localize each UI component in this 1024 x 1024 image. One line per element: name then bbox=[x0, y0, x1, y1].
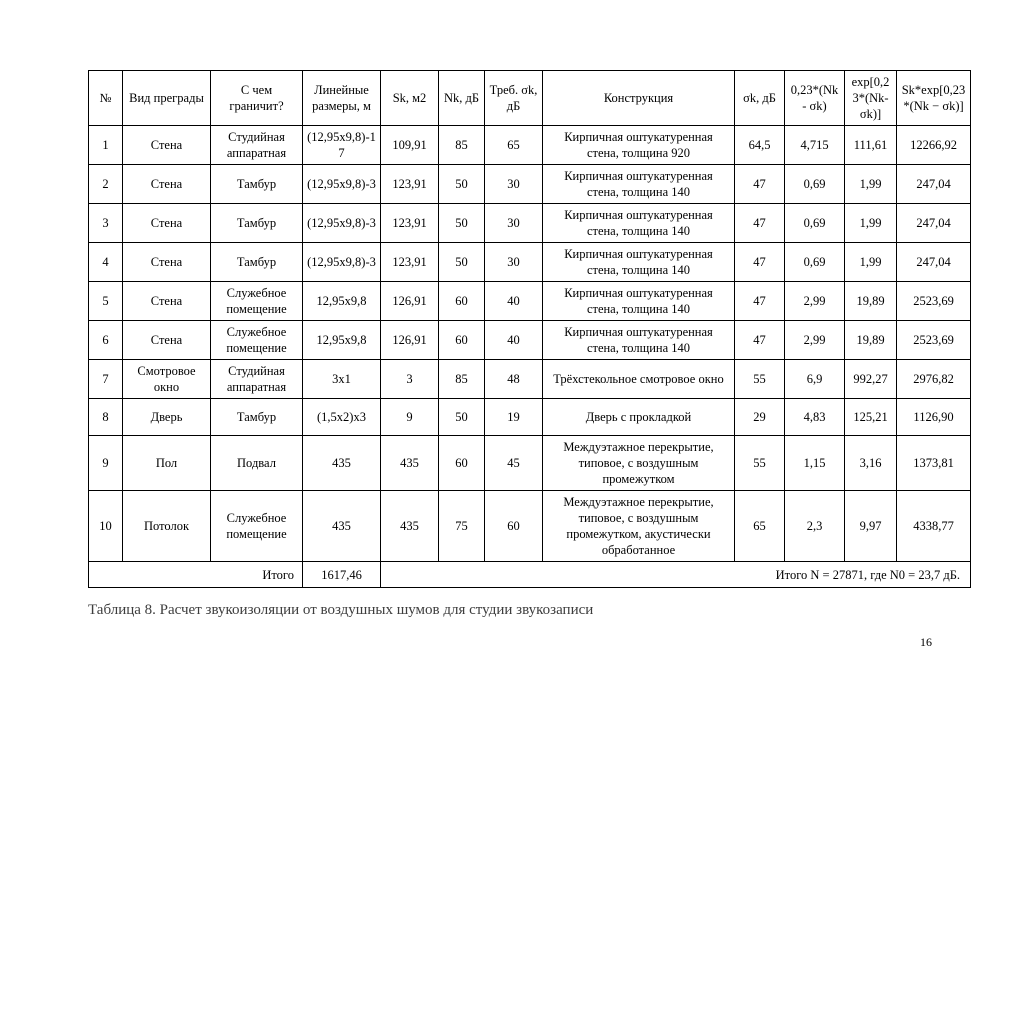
table-cell: 6 bbox=[89, 321, 123, 360]
table-cell: Кирпичная оштукатуренная стена, толщина 140 bbox=[543, 321, 735, 360]
footer-n-total: Итого N = 27871, где N0 = 23,7 дБ. bbox=[381, 562, 971, 588]
table-row bbox=[89, 321, 971, 360]
table-cell: 9 bbox=[89, 436, 123, 491]
table-row bbox=[89, 491, 971, 562]
table-cell: 40 bbox=[485, 321, 543, 360]
table-cell: 435 bbox=[303, 436, 381, 491]
table-row bbox=[89, 399, 971, 436]
table-cell: 47 bbox=[735, 282, 785, 321]
table-cell: 992,27 bbox=[845, 360, 897, 399]
table-cell: 12266,92 bbox=[897, 126, 971, 165]
header-cell-dimensions: Линейные размеры, м bbox=[303, 71, 381, 126]
table-cell: 435 bbox=[381, 491, 439, 562]
table-body bbox=[89, 126, 971, 562]
page-number: 16 bbox=[920, 635, 932, 649]
table-cell: 50 bbox=[439, 204, 485, 243]
table-cell: Смотровое окно bbox=[123, 360, 211, 399]
table-cell: Междуэтажное перекрытие, типовое, с воздушным промежутком, акустически обработанное bbox=[543, 491, 735, 562]
table-cell: 126,91 bbox=[381, 321, 439, 360]
table-cell: 2,99 bbox=[785, 321, 845, 360]
table-cell: 3 bbox=[89, 204, 123, 243]
table-cell: 1,99 bbox=[845, 243, 897, 282]
table-cell: 55 bbox=[735, 436, 785, 491]
table-cell: Кирпичная оштукатуренная стена, толщина 140 bbox=[543, 243, 735, 282]
table-cell: 55 bbox=[735, 360, 785, 399]
table-cell: Стена bbox=[123, 165, 211, 204]
table-cell: 3,16 bbox=[845, 436, 897, 491]
table-cell: 75 bbox=[439, 491, 485, 562]
header-cell-adjacent: С чем граничит? bbox=[211, 71, 303, 126]
table-cell: 47 bbox=[735, 204, 785, 243]
table-cell: 2,3 bbox=[785, 491, 845, 562]
table-cell: 247,04 bbox=[897, 165, 971, 204]
table-cell: 47 bbox=[735, 321, 785, 360]
table-cell: 6,9 bbox=[785, 360, 845, 399]
table-row bbox=[89, 436, 971, 491]
table-cell: 1,99 bbox=[845, 165, 897, 204]
table-cell: Студийная аппаратная bbox=[211, 126, 303, 165]
table-cell: 4 bbox=[89, 243, 123, 282]
table-cell: (1,5х2)х3 bbox=[303, 399, 381, 436]
table-cell: 60 bbox=[439, 436, 485, 491]
table-cell: 1,15 bbox=[785, 436, 845, 491]
table-cell: 19 bbox=[485, 399, 543, 436]
table-caption: Таблица 8. Расчет звукоизоляции от воздушных шумов для студии звукозаписи bbox=[88, 602, 594, 618]
table-cell: 65 bbox=[485, 126, 543, 165]
table-cell: 123,91 bbox=[381, 165, 439, 204]
table-cell: 111,61 bbox=[845, 126, 897, 165]
table-cell: (12,95х9,8)-3 bbox=[303, 204, 381, 243]
table-cell: Студийная аппаратная bbox=[211, 360, 303, 399]
table-cell: 2 bbox=[89, 165, 123, 204]
table-cell: 40 bbox=[485, 282, 543, 321]
table-cell: 9 bbox=[381, 399, 439, 436]
table-cell: 30 bbox=[485, 204, 543, 243]
table-cell: 12,95х9,8 bbox=[303, 282, 381, 321]
table-cell: Подвал bbox=[211, 436, 303, 491]
table-cell: Тамбур bbox=[211, 165, 303, 204]
table-cell: 50 bbox=[439, 399, 485, 436]
table-cell: 435 bbox=[303, 491, 381, 562]
table-cell: 126,91 bbox=[381, 282, 439, 321]
table-cell: 4,83 bbox=[785, 399, 845, 436]
table-cell: Кирпичная оштукатуренная стена, толщина 920 bbox=[543, 126, 735, 165]
table-cell: Тамбур bbox=[211, 204, 303, 243]
table-footer-row bbox=[89, 562, 971, 588]
footer-total-label: Итого bbox=[89, 562, 303, 588]
header-cell-barrier-type: Вид преграды bbox=[123, 71, 211, 126]
table-cell: 30 bbox=[485, 165, 543, 204]
table-cell: 109,91 bbox=[381, 126, 439, 165]
table-cell: 247,04 bbox=[897, 204, 971, 243]
table-cell: 85 bbox=[439, 126, 485, 165]
table-cell: 1 bbox=[89, 126, 123, 165]
table-cell: 7 bbox=[89, 360, 123, 399]
table-cell: 12,95х9,8 bbox=[303, 321, 381, 360]
table-cell: Кирпичная оштукатуренная стена, толщина 140 bbox=[543, 282, 735, 321]
table-cell: 1126,90 bbox=[897, 399, 971, 436]
table-cell: 0,69 bbox=[785, 243, 845, 282]
table-cell: Тамбур bbox=[211, 399, 303, 436]
table-cell: Служебное помещение bbox=[211, 282, 303, 321]
table-cell: 64,5 bbox=[735, 126, 785, 165]
table-cell: 8 bbox=[89, 399, 123, 436]
table-cell: Стена bbox=[123, 126, 211, 165]
header-cell-nk: Nk, дБ bbox=[439, 71, 485, 126]
table-cell: 60 bbox=[485, 491, 543, 562]
table-header bbox=[89, 71, 971, 126]
sound-insulation-table bbox=[88, 70, 971, 588]
table-cell: 123,91 bbox=[381, 243, 439, 282]
table-cell: Тамбур bbox=[211, 243, 303, 282]
header-cell-sigma: σk, дБ bbox=[735, 71, 785, 126]
table-cell: 29 bbox=[735, 399, 785, 436]
table-cell: 47 bbox=[735, 243, 785, 282]
table-cell: Служебное помещение bbox=[211, 321, 303, 360]
table-cell: 2976,82 bbox=[897, 360, 971, 399]
footer-sk-total: 1617,46 bbox=[303, 562, 381, 588]
table-cell: 45 bbox=[485, 436, 543, 491]
table-cell: 0,69 bbox=[785, 165, 845, 204]
header-cell-formula1: 0,23*(Nk - σk) bbox=[785, 71, 845, 126]
header-cell-sk: Sk, м2 bbox=[381, 71, 439, 126]
table-cell: (12,95х9,8)-3 bbox=[303, 165, 381, 204]
table-cell: Кирпичная оштукатуренная стена, толщина 140 bbox=[543, 165, 735, 204]
header-cell-number: № bbox=[89, 71, 123, 126]
table-cell: 9,97 bbox=[845, 491, 897, 562]
table-cell: 85 bbox=[439, 360, 485, 399]
header-cell-required: Треб. σk, дБ bbox=[485, 71, 543, 126]
table-cell: 247,04 bbox=[897, 243, 971, 282]
table-cell: Служебное помещение bbox=[211, 491, 303, 562]
table-row bbox=[89, 204, 971, 243]
table-cell: 3 bbox=[381, 360, 439, 399]
table-cell: Стена bbox=[123, 243, 211, 282]
table-cell: Дверь bbox=[123, 399, 211, 436]
table-row bbox=[89, 126, 971, 165]
table-cell: 60 bbox=[439, 282, 485, 321]
table-cell: 65 bbox=[735, 491, 785, 562]
table-cell: 4338,77 bbox=[897, 491, 971, 562]
table-header-row bbox=[89, 71, 971, 126]
table-cell: 435 bbox=[381, 436, 439, 491]
table-cell: Стена bbox=[123, 204, 211, 243]
table-cell: 50 bbox=[439, 243, 485, 282]
table-cell: 2,99 bbox=[785, 282, 845, 321]
table-cell: (12,95х9,8)-17 bbox=[303, 126, 381, 165]
table-cell: Стена bbox=[123, 321, 211, 360]
header-cell-construction: Конструкция bbox=[543, 71, 735, 126]
table-cell: Кирпичная оштукатуренная стена, толщина 140 bbox=[543, 204, 735, 243]
table-footer bbox=[89, 562, 971, 588]
table-cell: Трёхстекольное смотровое окно bbox=[543, 360, 735, 399]
table-cell: 30 bbox=[485, 243, 543, 282]
table-cell: 19,89 bbox=[845, 282, 897, 321]
table-cell: 0,69 bbox=[785, 204, 845, 243]
table-cell: Междуэтажное перекрытие, типовое, с воздушным промежутком bbox=[543, 436, 735, 491]
table-cell: 19,89 bbox=[845, 321, 897, 360]
table-cell: 2523,69 bbox=[897, 321, 971, 360]
table-cell: 1,99 bbox=[845, 204, 897, 243]
table-cell: 123,91 bbox=[381, 204, 439, 243]
document-content bbox=[88, 70, 970, 650]
header-cell-formula3: Sk*exp[0,23*(Nk − σk)] bbox=[897, 71, 971, 126]
table-row bbox=[89, 165, 971, 204]
table-cell: 47 bbox=[735, 165, 785, 204]
table-cell: Пол bbox=[123, 436, 211, 491]
header-cell-formula2: exp[0,23*(Nk-σk)] bbox=[845, 71, 897, 126]
table-cell: 48 bbox=[485, 360, 543, 399]
table-cell: 50 bbox=[439, 165, 485, 204]
table-row bbox=[89, 282, 971, 321]
table-cell: 4,715 bbox=[785, 126, 845, 165]
table-cell: 1373,81 bbox=[897, 436, 971, 491]
table-cell: Дверь с прокладкой bbox=[543, 399, 735, 436]
table-cell: 3х1 bbox=[303, 360, 381, 399]
table-cell: 2523,69 bbox=[897, 282, 971, 321]
table-cell: 10 bbox=[89, 491, 123, 562]
table-row bbox=[89, 360, 971, 399]
table-cell: 125,21 bbox=[845, 399, 897, 436]
table-row bbox=[89, 243, 971, 282]
table-cell: (12,95х9,8)-3 bbox=[303, 243, 381, 282]
table-cell: 5 bbox=[89, 282, 123, 321]
table-cell: 60 bbox=[439, 321, 485, 360]
table-cell: Стена bbox=[123, 282, 211, 321]
table-cell: Потолок bbox=[123, 491, 211, 562]
